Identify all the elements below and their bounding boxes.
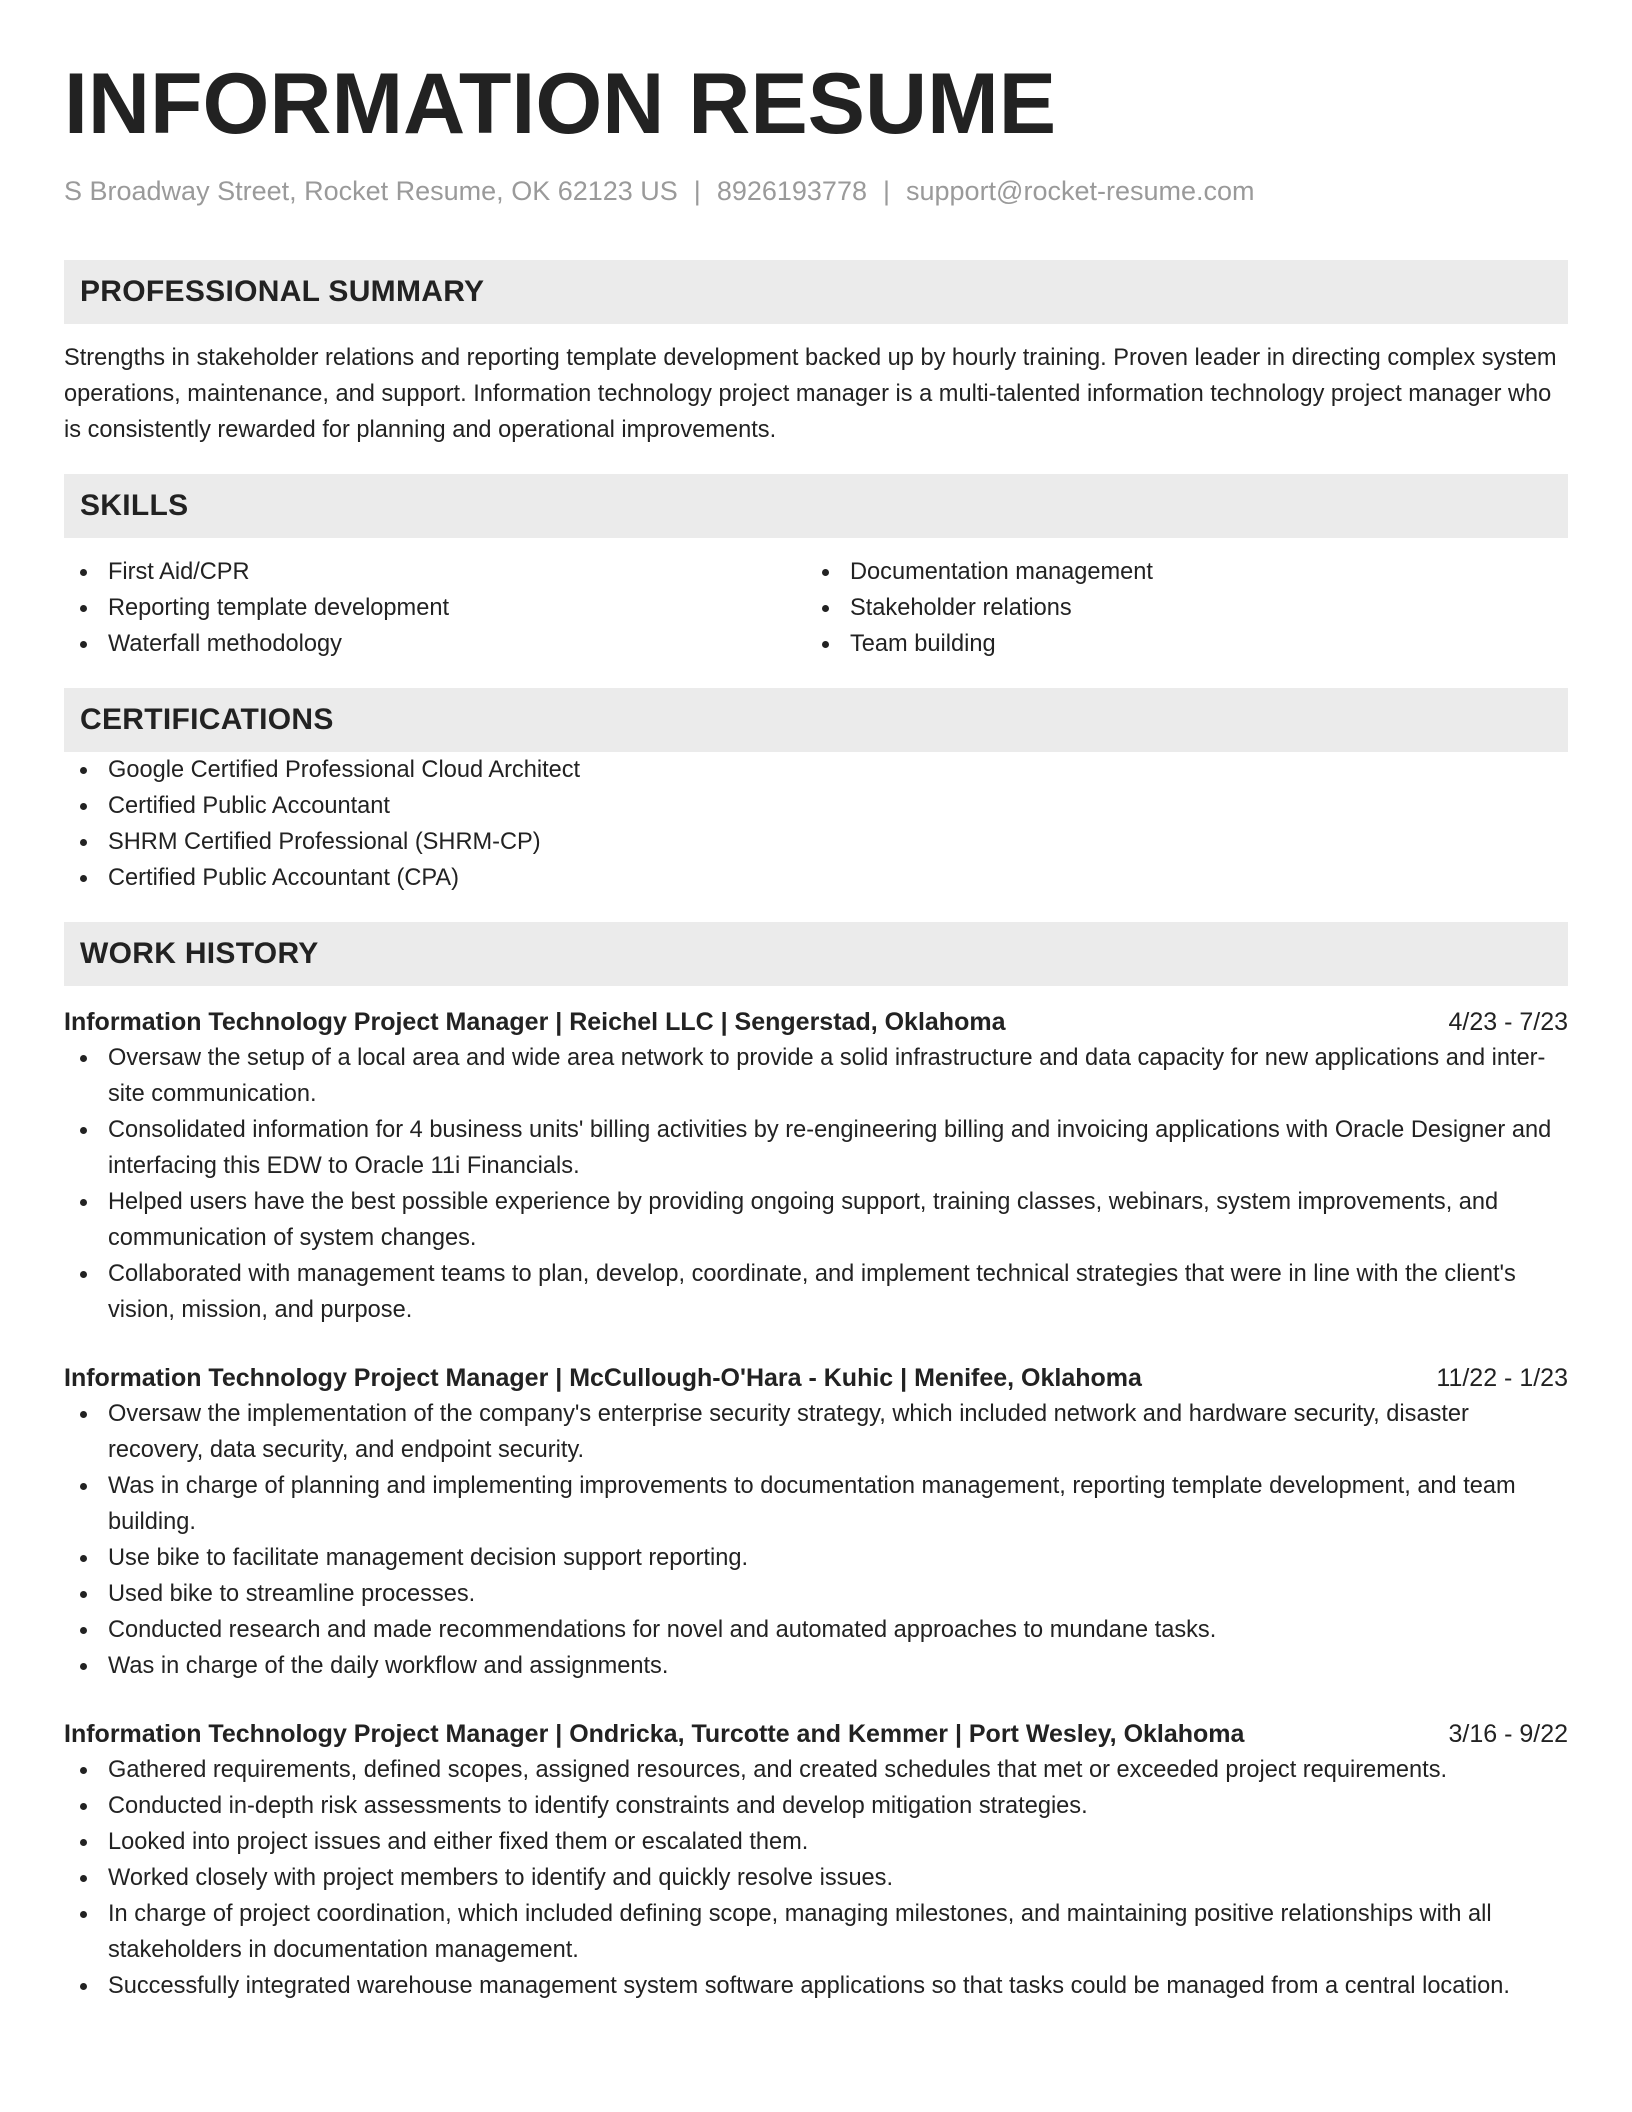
job-bullet: Used bike to streamline processes. [64, 1576, 1568, 1612]
job-bullet: Collaborated with management teams to plan, develop, coordinate, and implement technical strategies that were in line with the client's vision, mission, and purpose. [64, 1256, 1568, 1328]
list-item: First Aid/CPR [64, 554, 806, 590]
contact-separator: | [693, 176, 701, 206]
job-bullet: Use bike to facilitate management decision support reporting. [64, 1540, 1568, 1576]
contact-phone: 8926193778 [716, 176, 867, 206]
job-bullets [64, 1752, 1568, 2004]
job-bullet: Conducted in-depth risk assessments to identify constraints and develop mitigation strategies. [64, 1788, 1568, 1824]
skills-left-list [64, 554, 806, 662]
certifications-list [64, 752, 1568, 896]
job-bullet: Worked closely with project members to identify and quickly resolve issues. [64, 1860, 1568, 1896]
job-bullet: Consolidated information for 4 business units' billing activities by re-engineering billing and invoicing applications with Oracle Designer and interfacing this EDW to Oracle 11i Financials. [64, 1112, 1568, 1184]
job-entry [64, 1360, 1568, 1684]
resume-name: INFORMATION RESUME [64, 56, 1057, 152]
job-header [64, 1360, 1568, 1396]
job-bullets [64, 1040, 1568, 1328]
list-item: Certified Public Accountant [64, 788, 1568, 824]
section-heading-work-history: WORK HISTORY [64, 922, 1568, 986]
list-item: Reporting template development [64, 590, 806, 626]
contact-line [64, 174, 1568, 208]
job-bullet: Helped users have the best possible experience by providing ongoing support, training classes, webinars, system improvements, and communication of system changes. [64, 1184, 1568, 1256]
list-item: Team building [806, 626, 1548, 662]
job-title: Information Technology Project Manager | Ondricka, Turcotte and Kemmer | Port Wesley, Oklahoma [64, 1720, 1245, 1748]
summary-text: Strengths in stakeholder relations and reporting template development backed up by hourly training. Proven leader in directing complex system operations, maintenance, and support. Information technology project manager is a multi-talented information technology project manager who is consistently rewarded for planning and operational improvements. [64, 345, 1557, 443]
skills-grid [64, 554, 1568, 662]
list-item: Waterfall methodology [64, 626, 806, 662]
list-item: Documentation management [806, 554, 1548, 590]
job-title: Information Technology Project Manager | McCullough-O'Hara - Kuhic | Menifee, Oklahoma [64, 1364, 1142, 1392]
contact-separator: | [882, 176, 890, 206]
job-bullet: Was in charge of the daily workflow and assignments. [64, 1648, 1568, 1684]
job-title: Information Technology Project Manager | Reichel LLC | Sengerstad, Oklahoma [64, 1008, 1006, 1036]
job-header [64, 1716, 1568, 1752]
job-dates: 3/16 - 9/22 [1448, 1720, 1568, 1748]
job-bullets [64, 1396, 1568, 1684]
section-heading-certifications: CERTIFICATIONS [64, 688, 1568, 752]
job-header [64, 1004, 1568, 1040]
list-item: Certified Public Accountant (CPA) [64, 860, 1568, 896]
job-bullet: In charge of project coordination, which included defining scope, managing milestones, and maintaining positive relationships with all stakeholders in documentation management. [64, 1896, 1568, 1968]
section-heading-skills: SKILLS [64, 474, 1568, 538]
job-bullet: Successfully integrated warehouse management system software applications so that tasks could be managed from a central location. [64, 1968, 1568, 2004]
contact-email: support@rocket-resume.com [906, 176, 1255, 206]
section-heading-summary: PROFESSIONAL SUMMARY [64, 260, 1568, 324]
job-bullet: Was in charge of planning and implementing improvements to documentation management, reporting template development, and team building. [64, 1468, 1568, 1540]
job-bullet: Oversaw the implementation of the company's enterprise security strategy, which included network and hardware security, disaster recovery, data security, and endpoint security. [64, 1396, 1568, 1468]
job-dates: 4/23 - 7/23 [1448, 1008, 1568, 1036]
contact-address: S Broadway Street, Rocket Resume, OK 62123 US [64, 176, 678, 206]
job-bullet: Conducted research and made recommendations for novel and automated approaches to mundane tasks. [64, 1612, 1568, 1648]
job-entry [64, 1716, 1568, 2004]
job-bullet: Oversaw the setup of a local area and wide area network to provide a solid infrastructure and data capacity for new applications and inter-site communication. [64, 1040, 1568, 1112]
job-bullet: Looked into project issues and either fixed them or escalated them. [64, 1824, 1568, 1860]
job-entry [64, 1004, 1568, 1328]
list-item: SHRM Certified Professional (SHRM-CP) [64, 824, 1568, 860]
work-history-list [64, 1004, 1568, 2004]
list-item: Stakeholder relations [806, 590, 1548, 626]
job-dates: 11/22 - 1/23 [1436, 1364, 1568, 1392]
skills-right-list [806, 554, 1548, 662]
list-item: Google Certified Professional Cloud Architect [64, 752, 1568, 788]
job-bullet: Gathered requirements, defined scopes, assigned resources, and created schedules that met or exceeded project requirements. [64, 1752, 1568, 1788]
